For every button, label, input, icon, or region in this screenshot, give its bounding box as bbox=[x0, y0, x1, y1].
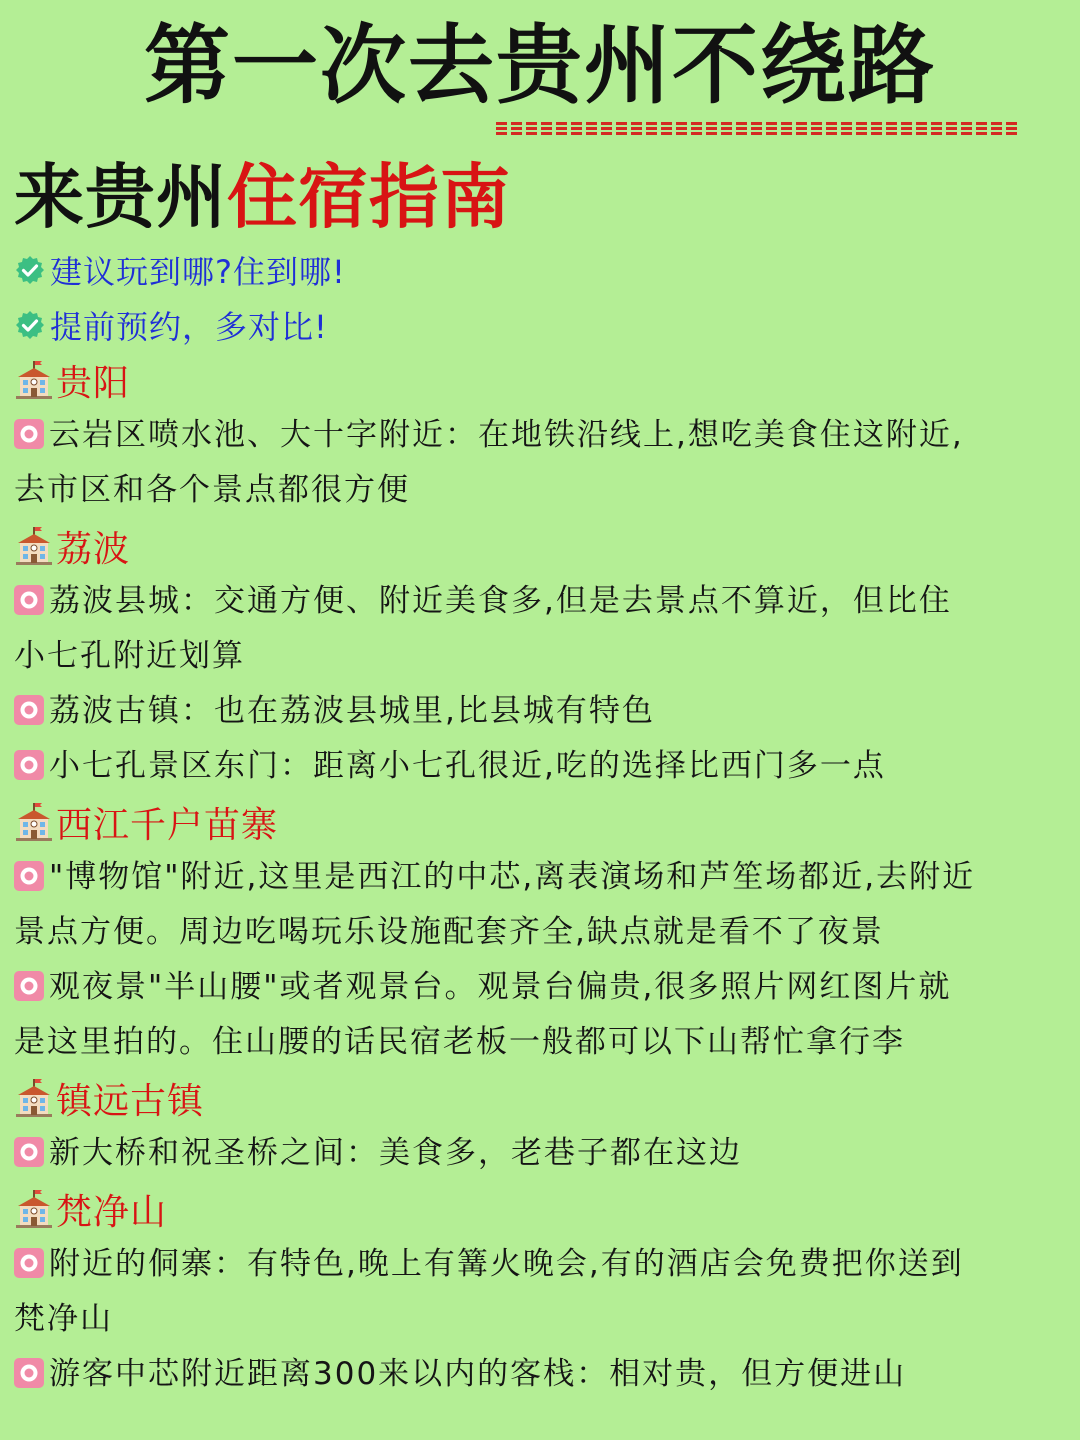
school-building-icon bbox=[14, 1189, 54, 1229]
radio-button-icon bbox=[14, 695, 44, 725]
list-item bbox=[14, 739, 1066, 794]
entry-line: 荔波县城：交通方便、附近美食多,但是去景点不算近，但比住 bbox=[49, 583, 952, 619]
tip-text: 建议玩到哪?住到哪! bbox=[50, 252, 346, 291]
tip-item bbox=[14, 297, 1066, 352]
subtitle-accent: 住宿指南 bbox=[227, 156, 511, 238]
list-item bbox=[14, 1237, 1066, 1347]
section-title: 梵净山 bbox=[56, 1191, 168, 1233]
school-building-icon bbox=[14, 1078, 54, 1118]
entry-line: "博物馆"附近,这里是西江的中芯,离表演场和芦笙场都近,去附近 bbox=[49, 859, 976, 895]
radio-button-icon bbox=[14, 1358, 44, 1388]
entry-line: 新大桥和祝圣桥之间：美食多，老巷子都在这边 bbox=[49, 1135, 742, 1171]
title-underline-decoration bbox=[496, 122, 1018, 136]
section-heading bbox=[14, 1070, 1066, 1126]
list-item bbox=[14, 960, 1066, 1070]
school-building-icon bbox=[14, 526, 54, 566]
section-libo bbox=[14, 518, 1066, 794]
radio-button-icon bbox=[14, 861, 44, 891]
entry-line: 小七孔景区东门：距离小七孔很近,吃的选择比西门多一点 bbox=[49, 748, 886, 784]
subtitle-prefix: 来贵州 bbox=[14, 156, 227, 238]
tip-text: 提前预约，多对比! bbox=[50, 307, 328, 346]
section-heading bbox=[14, 518, 1066, 574]
section-zhenyuan bbox=[14, 1070, 1066, 1181]
entry-line: 观夜景"半山腰"或者观景台。观景台偏贵,很多照片网红图片就 bbox=[49, 969, 952, 1005]
section-title: 镇远古镇 bbox=[56, 1080, 205, 1122]
section-title: 荔波 bbox=[56, 528, 131, 570]
section-fanjingshan bbox=[14, 1181, 1066, 1402]
entry-line: 梵净山 bbox=[14, 1301, 113, 1337]
check-mark-icon bbox=[14, 254, 46, 286]
list-item bbox=[14, 408, 1066, 518]
section-guiyang bbox=[14, 352, 1066, 518]
list-item bbox=[14, 574, 1066, 684]
entry-line: 云岩区喷水池、大十字附近：在地铁沿线上,想吃美食住这附近, bbox=[49, 417, 964, 453]
list-item bbox=[14, 1126, 1066, 1181]
radio-button-icon bbox=[14, 585, 44, 615]
radio-button-icon bbox=[14, 750, 44, 780]
list-item bbox=[14, 684, 1066, 739]
section-title: 贵阳 bbox=[56, 362, 131, 404]
radio-button-icon bbox=[14, 1248, 44, 1278]
radio-button-icon bbox=[14, 1137, 44, 1167]
entry-line: 小七孔附近划算 bbox=[14, 638, 245, 674]
entry-line: 景点方便。周边吃喝玩乐设施配套齐全,缺点就是看不了夜景 bbox=[14, 914, 884, 950]
entry-line: 荔波古镇：也在荔波县城里,比县城有特色 bbox=[49, 693, 655, 729]
school-building-icon bbox=[14, 360, 54, 400]
list-item bbox=[14, 850, 1066, 960]
entry-line: 去市区和各个景点都很方便 bbox=[14, 472, 410, 508]
section-xijiang bbox=[14, 794, 1066, 1070]
subtitle bbox=[14, 152, 1066, 242]
section-title: 西江千户苗寨 bbox=[56, 804, 279, 846]
section-heading bbox=[14, 1181, 1066, 1237]
list-item bbox=[14, 1347, 1066, 1402]
section-heading bbox=[14, 352, 1066, 408]
radio-button-icon bbox=[14, 419, 44, 449]
entry-line: 附近的侗寨：有特色,晚上有篝火晚会,有的酒店会免费把你送到 bbox=[49, 1246, 964, 1282]
entry-line: 是这里拍的。住山腰的话民宿老板一般都可以下山帮忙拿行李 bbox=[14, 1024, 905, 1060]
radio-button-icon bbox=[14, 971, 44, 1001]
school-building-icon bbox=[14, 802, 54, 842]
tip-item bbox=[14, 242, 1066, 297]
entry-line: 游客中芯附近距离300来以内的客栈：相对贵，但方便进山 bbox=[49, 1356, 907, 1392]
main-title: 第一次去贵州不绕路 bbox=[144, 16, 936, 116]
section-heading bbox=[14, 794, 1066, 850]
check-mark-icon bbox=[14, 309, 46, 341]
